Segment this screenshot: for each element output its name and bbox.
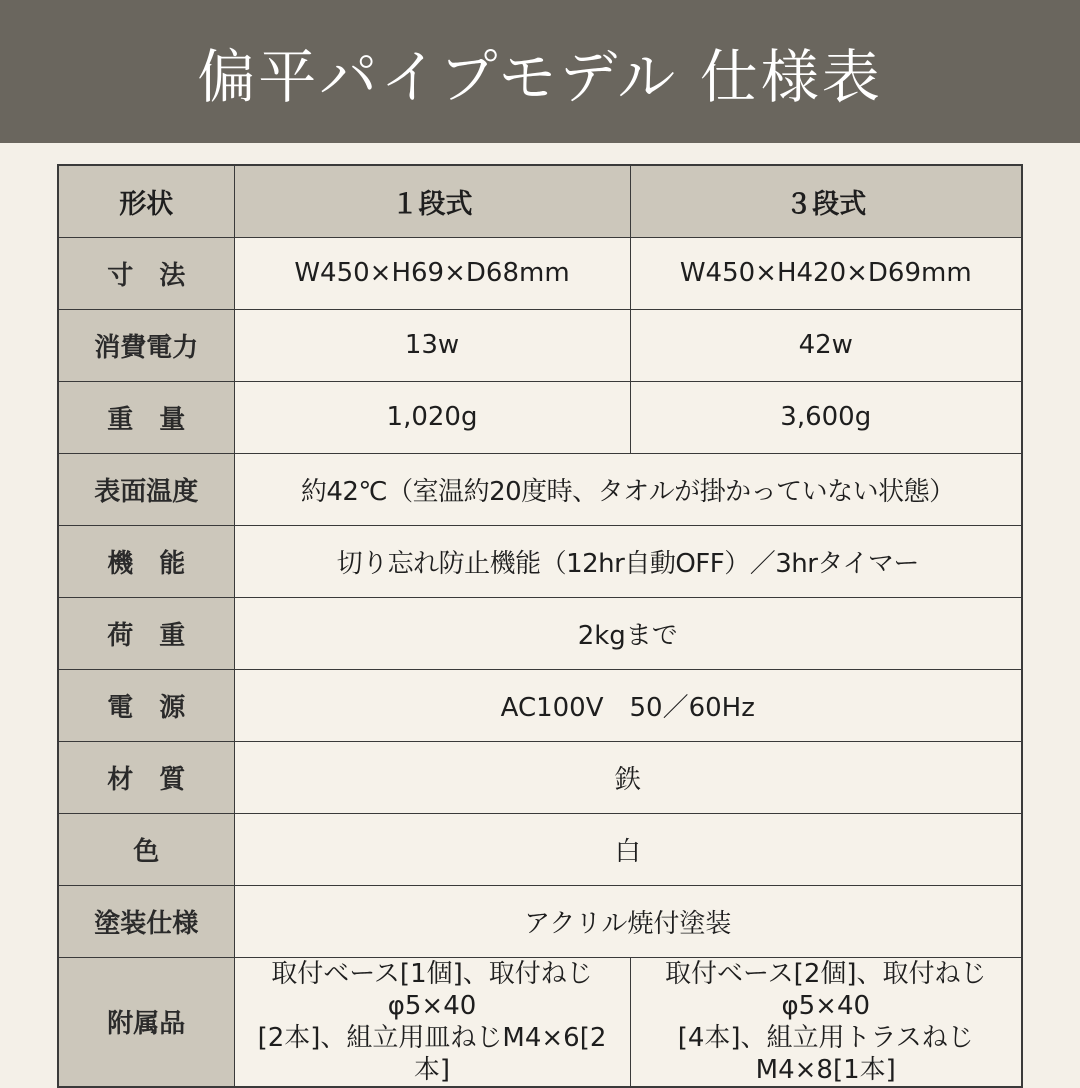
- row-surface-temp: [58, 453, 1022, 525]
- row-power-source: [58, 669, 1022, 741]
- cell-coating: アクリル焼付塗装: [234, 885, 1022, 957]
- row-label-accessories: 附属品: [58, 957, 234, 1087]
- cell-weight-3: 3,600g: [630, 381, 1022, 453]
- spec-table: [57, 164, 1023, 1088]
- header-col-1-step: １段式: [234, 165, 630, 237]
- cell-power-source: AC100V 50／60Hz: [234, 669, 1022, 741]
- row-label-function: 機 能: [58, 525, 234, 597]
- accessories-3-line-1: 取付ベース[2個]、取付ねじφ5×40: [664, 958, 987, 1021]
- row-color: [58, 813, 1022, 885]
- table-header-row: [58, 165, 1022, 237]
- row-material: [58, 741, 1022, 813]
- cell-power-3: 42w: [630, 309, 1022, 381]
- row-function: [58, 525, 1022, 597]
- cell-material: 鉄: [234, 741, 1022, 813]
- cell-accessories-3: [630, 957, 1022, 1087]
- row-load: [58, 597, 1022, 669]
- row-label-weight: 重 量: [58, 381, 234, 453]
- cell-dimensions-1: W450×H69×D68mm: [234, 237, 630, 309]
- cell-dimensions-3: W450×H420×D69mm: [630, 237, 1022, 309]
- accessories-3-line-2: [4本]、組立用トラスねじM4×8[1本]: [677, 1022, 974, 1085]
- header-col-3-step: ３段式: [630, 165, 1022, 237]
- row-label-material: 材 質: [58, 741, 234, 813]
- row-accessories: [58, 957, 1022, 1087]
- row-label-surface-temp: 表面温度: [58, 453, 234, 525]
- cell-surface-temp: 約42℃（室温約20度時、タオルが掛かっていない状態）: [234, 453, 1022, 525]
- header-shape-label: 形状: [58, 165, 234, 237]
- cell-load: 2kgまで: [234, 597, 1022, 669]
- row-dimensions: [58, 237, 1022, 309]
- page-title: 偏平パイプモデル 仕様表: [197, 42, 883, 111]
- cell-accessories-1: [234, 957, 630, 1087]
- row-weight: [58, 381, 1022, 453]
- row-label-load: 荷 重: [58, 597, 234, 669]
- row-label-coating: 塗装仕様: [58, 885, 234, 957]
- row-power: [58, 309, 1022, 381]
- cell-weight-1: 1,020g: [234, 381, 630, 453]
- row-label-dimensions: 寸 法: [58, 237, 234, 309]
- row-label-power-source: 電 源: [58, 669, 234, 741]
- row-label-color: 色: [58, 813, 234, 885]
- accessories-1-line-2: [2本]、組立用皿ねじM4×6[2本]: [257, 1022, 607, 1085]
- row-coating: [58, 885, 1022, 957]
- cell-power-1: 13w: [234, 309, 630, 381]
- row-label-power: 消費電力: [58, 309, 234, 381]
- cell-color: 白: [234, 813, 1022, 885]
- cell-function: 切り忘れ防止機能（12hr自動OFF）／3hrタイマー: [234, 525, 1022, 597]
- title-banner: [0, 0, 1080, 143]
- accessories-1-line-1: 取付ベース[1個]、取付ねじφ5×40: [271, 958, 593, 1021]
